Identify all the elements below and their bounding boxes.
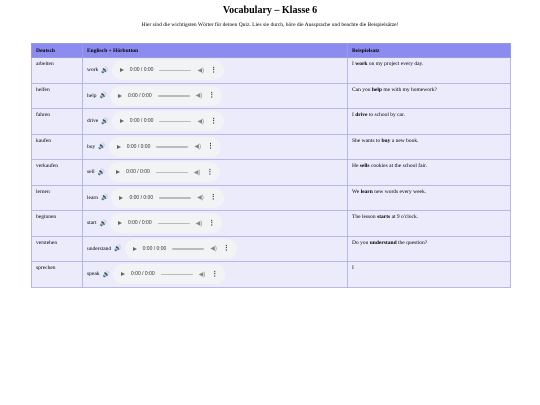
speaker-icon: 🔊 (97, 169, 106, 176)
volume-icon[interactable]: ◀) (210, 246, 217, 253)
volume-icon[interactable]: ◀) (195, 93, 203, 100)
audio-player[interactable] (125, 239, 237, 259)
audio-time: 0:00 / 0:00 (131, 271, 155, 278)
german-word-text: sprechen (36, 265, 56, 271)
volume-icon[interactable]: ◀) (194, 144, 201, 151)
table-row (32, 160, 511, 186)
example-pre: Can you (352, 86, 372, 93)
audio-progress-slider[interactable] (159, 197, 191, 199)
column-header-beispielsatz: Beispielsatz (348, 44, 511, 58)
speaker-icon: 🔊 (101, 118, 109, 125)
example-keyword: learn (360, 188, 373, 195)
play-icon[interactable] (120, 119, 124, 123)
english-cell (83, 185, 348, 211)
example-post: a new book. (390, 137, 419, 144)
table-row (32, 83, 511, 109)
table-row (32, 211, 511, 237)
vocabulary-table (31, 43, 511, 288)
page-title: Vocabulary – Klasse 6 (222, 5, 318, 16)
more-options-icon[interactable]: ⋮ (207, 143, 214, 151)
german-word (32, 109, 83, 135)
example-pre: I (352, 265, 354, 271)
example-pre: He (352, 163, 360, 169)
volume-icon[interactable]: ◀) (193, 169, 201, 176)
english-word-row (87, 213, 343, 233)
english-cell (83, 211, 348, 237)
english-word: buy (87, 143, 96, 150)
audio-player[interactable] (110, 213, 222, 233)
audio-time: 0:00 / 0:00 (126, 169, 150, 176)
audio-progress-slider[interactable] (156, 146, 188, 148)
table-header-row (32, 44, 511, 58)
english-word-row (87, 86, 343, 106)
english-cell (83, 236, 348, 262)
play-icon[interactable] (119, 196, 123, 200)
speaker-icon: 🔊 (99, 220, 107, 227)
more-options-icon[interactable]: ⋮ (208, 92, 216, 100)
example-pre: She wants to (352, 137, 382, 144)
volume-icon[interactable]: ◀) (197, 195, 204, 202)
german-word (32, 185, 83, 211)
play-icon[interactable] (118, 94, 122, 98)
german-word-text: verstehen (36, 239, 58, 246)
audio-progress-slider[interactable] (161, 274, 193, 276)
german-word (32, 134, 83, 160)
example-keyword: understand (369, 239, 397, 246)
german-word-text: lernen (36, 188, 50, 195)
example-pre: We (352, 188, 361, 195)
audio-time: 0:00 / 0:00 (129, 118, 154, 125)
speaker-icon: 🔊 (102, 271, 111, 278)
table-row (32, 185, 511, 211)
english-word: work (87, 67, 99, 74)
german-word (32, 262, 83, 288)
example-post: me with my homework? (381, 86, 437, 93)
example-post: the question? (396, 239, 428, 246)
speaker-icon: 🔊 (101, 195, 109, 202)
english-word: understand (87, 245, 112, 252)
volume-icon[interactable]: ◀) (197, 118, 205, 125)
more-options-icon[interactable]: ⋮ (210, 117, 218, 125)
more-options-icon[interactable]: ⋮ (206, 168, 214, 176)
more-options-icon[interactable]: ⋮ (208, 219, 216, 227)
audio-player[interactable] (112, 60, 224, 80)
english-word: help (87, 92, 97, 99)
play-icon[interactable] (121, 272, 125, 276)
column-header-englisch: Englisch + Hörbutton (83, 44, 348, 58)
german-word (32, 160, 83, 186)
german-word (32, 83, 83, 109)
table-row (32, 109, 511, 135)
audio-progress-slider[interactable] (158, 223, 190, 225)
example-sentence (348, 211, 511, 237)
english-word-row (87, 60, 343, 80)
table-row (32, 236, 511, 262)
example-pre: The lesson (352, 214, 378, 220)
example-pre: I (352, 61, 356, 67)
volume-icon[interactable]: ◀) (198, 271, 206, 278)
play-icon[interactable] (116, 170, 120, 174)
audio-progress-slider[interactable] (159, 121, 191, 123)
example-sentence (348, 160, 511, 186)
german-word-text: beginnen (36, 214, 57, 220)
speaker-icon: 🔊 (101, 67, 109, 74)
english-word: learn (87, 194, 98, 201)
example-post: to school by car. (367, 112, 405, 118)
more-options-icon[interactable]: ⋮ (211, 270, 219, 278)
more-options-icon[interactable]: ⋮ (209, 194, 217, 202)
english-cell (83, 58, 348, 84)
example-sentence (348, 109, 511, 135)
german-word (32, 236, 83, 262)
english-cell (83, 109, 348, 135)
more-options-icon[interactable]: ⋮ (210, 66, 218, 74)
english-word-row (87, 137, 343, 157)
english-word: speak (87, 271, 100, 278)
example-sentence (348, 58, 511, 84)
english-word-row (87, 162, 343, 182)
english-cell (83, 134, 348, 160)
intro-text: Hier sind die wichtigsten Wörter für deinen Quiz. Lies sie durch, höre die Aussprache und beachte die Beispielsätze! (141, 22, 399, 28)
column-header-deutsch: Deutsch (32, 44, 83, 58)
example-sentence (348, 134, 511, 160)
german-word (32, 211, 83, 237)
audio-time: 0:00 / 0:00 (142, 245, 167, 252)
example-post: on my project every day. (367, 61, 424, 67)
english-cell (83, 83, 348, 109)
more-options-icon[interactable]: ⋮ (222, 245, 230, 253)
audio-player[interactable] (111, 188, 223, 208)
example-pre: I (352, 112, 356, 118)
german-word-text: fahren (36, 112, 51, 118)
audio-player[interactable] (110, 86, 222, 106)
play-icon[interactable] (120, 68, 124, 72)
example-post: cookies at the school fair. (369, 163, 428, 169)
example-sentence (348, 262, 511, 288)
audio-progress-slider[interactable] (158, 95, 190, 97)
example-pre: Do you (352, 239, 370, 246)
example-sentence (348, 83, 511, 109)
table-row (32, 134, 511, 160)
volume-icon[interactable]: ◀) (197, 67, 205, 74)
audio-player[interactable] (108, 162, 220, 182)
example-keyword: drive (355, 112, 368, 118)
volume-icon[interactable]: ◀) (195, 220, 203, 227)
audio-player[interactable] (109, 137, 221, 157)
play-icon[interactable] (118, 221, 122, 225)
speaker-icon: 🔊 (99, 93, 107, 100)
english-word: start (87, 220, 97, 227)
play-icon[interactable] (117, 145, 121, 149)
example-keyword: buy (381, 137, 391, 144)
english-word: drive (87, 118, 99, 125)
audio-time: 0:00 / 0:00 (126, 143, 151, 150)
audio-progress-slider[interactable] (172, 248, 204, 250)
example-sentence (348, 185, 511, 211)
audio-progress-slider[interactable] (159, 70, 191, 72)
speaker-icon: 🔊 (98, 144, 106, 151)
english-word-row (87, 239, 343, 259)
german-word-text: verkaufen (36, 163, 58, 169)
english-word-row (87, 188, 343, 208)
german-word-text: kaufen (36, 137, 51, 144)
example-sentence (348, 236, 511, 262)
german-word-text: helfen (36, 86, 50, 93)
play-icon[interactable] (133, 247, 137, 251)
example-keyword: help (371, 86, 382, 93)
audio-time: 0:00 / 0:00 (129, 194, 154, 201)
audio-time: 0:00 / 0:00 (129, 67, 154, 74)
example-keyword: starts (377, 214, 391, 220)
speaker-icon: 🔊 (114, 246, 122, 253)
english-word-row (87, 111, 343, 131)
audio-player[interactable] (112, 111, 224, 131)
audio-time: 0:00 / 0:00 (127, 220, 152, 227)
english-word-row (87, 264, 343, 284)
audio-player[interactable] (113, 264, 225, 284)
english-word: sell (87, 169, 95, 176)
table-row (32, 58, 511, 84)
table-row (32, 262, 511, 288)
audio-time: 0:00 / 0:00 (127, 92, 152, 99)
audio-progress-slider[interactable] (156, 172, 188, 174)
english-cell (83, 262, 348, 288)
example-post: new words every week. (372, 188, 427, 195)
example-keyword: sells (359, 163, 370, 169)
english-cell (83, 160, 348, 186)
german-word (32, 58, 83, 84)
german-word-text: arbeiten (36, 61, 54, 67)
example-post: at 9 o'clock. (390, 214, 419, 220)
example-keyword: work (355, 61, 368, 67)
